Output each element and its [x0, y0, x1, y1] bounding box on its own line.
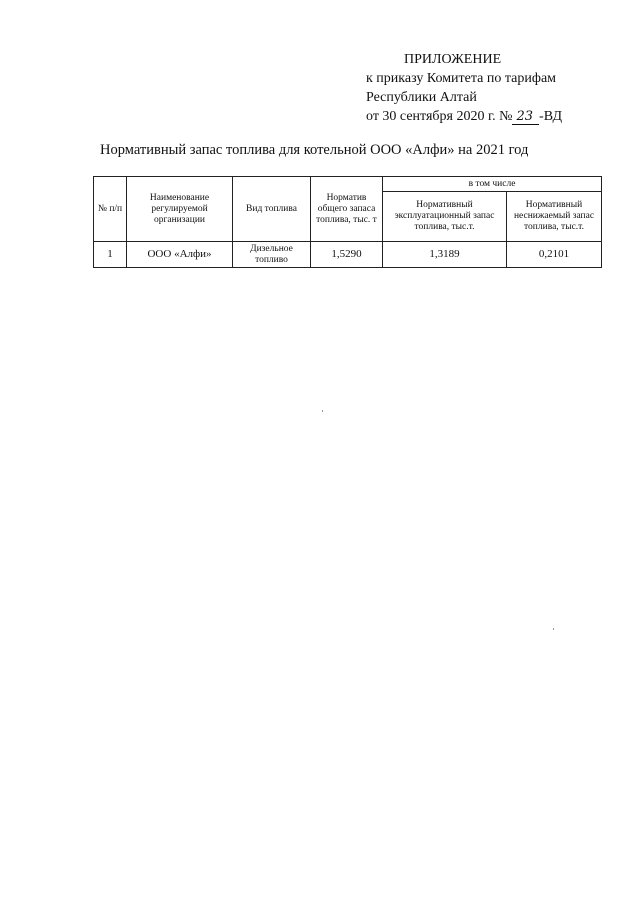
fuel-reserve-table	[93, 176, 602, 268]
cell-org: ООО «Алфи»	[127, 242, 233, 268]
cell-total: 1,5290	[311, 242, 383, 268]
header-num: № п/п	[94, 177, 127, 242]
order-number-suffix: -ВД	[539, 109, 563, 124]
scan-speck	[553, 628, 554, 630]
order-number-handwritten: 23	[512, 109, 539, 125]
order-date-line	[366, 107, 616, 126]
cell-irreducible: 0,2101	[507, 242, 602, 268]
header-org: Наименование регулируемой организации	[127, 177, 233, 242]
appendix-title: ПРИЛОЖЕНИЕ	[404, 52, 502, 67]
document-header	[366, 50, 616, 126]
order-date-text: от 30 сентября 2020 г. №	[366, 109, 513, 124]
document-title: Нормативный запас топлива для котельной ООО «Алфи» на 2021 год	[100, 142, 529, 158]
header-irreducible: Нормативный неснижаемый запас топлива, тыс.т.	[507, 192, 602, 242]
header-including: в том числе	[383, 177, 602, 192]
republic-name-line: Республики Алтай	[366, 90, 477, 105]
order-reference-line: к приказу Комитета по тарифам	[366, 71, 557, 86]
header-fuel-type: Вид топлива	[233, 177, 311, 242]
scan-speck	[322, 410, 323, 412]
cell-fuel-type: Дизельное топливо	[233, 242, 311, 268]
header-operational: Нормативный эксплуатационный запас топлива, тыс.т.	[383, 192, 507, 242]
header-total: Норматив общего запаса топлива, тыс. т	[311, 177, 383, 242]
table-row	[94, 242, 602, 268]
cell-num: 1	[94, 242, 127, 268]
cell-operational: 1,3189	[383, 242, 507, 268]
